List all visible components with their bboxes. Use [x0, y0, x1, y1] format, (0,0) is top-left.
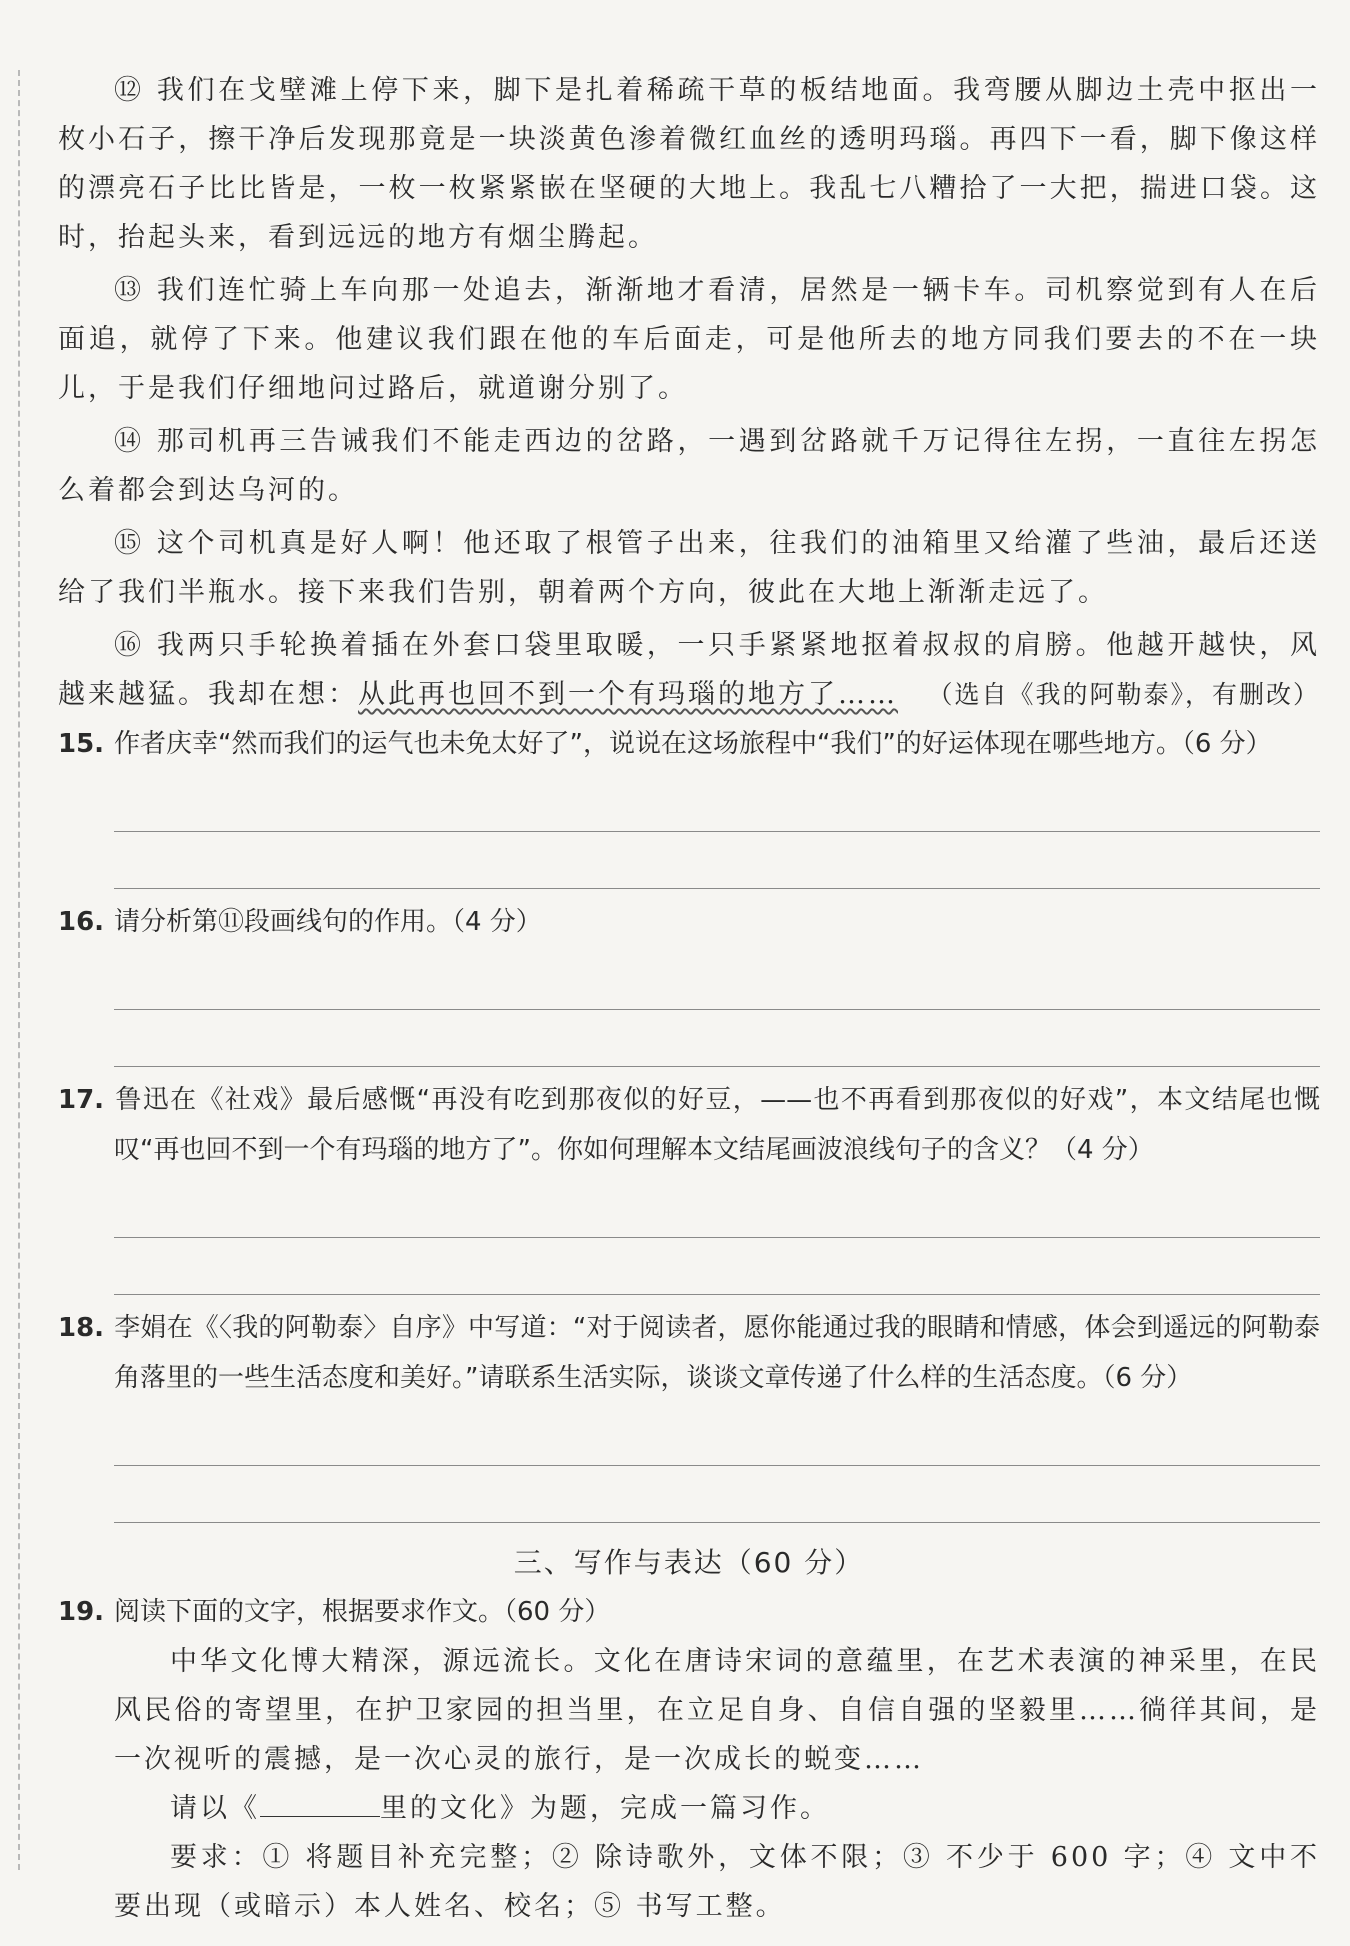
source-citation: （选自《我的阿勒泰》，有删改） — [927, 680, 1320, 709]
essay-requirements: 要求：① 将题目补充完整；② 除诗歌外，文体不限；③ 不少于 600 字；④ 文中不要出现（或暗示）本人姓名、校名；⑤ 书写工整。 — [114, 1842, 1320, 1922]
question-15 — [58, 719, 1320, 769]
answer-lines-18 — [114, 1409, 1320, 1523]
margin-dashed-line — [18, 70, 20, 1870]
answer-lines-15 — [114, 775, 1320, 889]
question-number: 16. — [58, 907, 105, 937]
essay-prompt — [58, 1637, 1320, 1931]
question-19 — [58, 1587, 1320, 1637]
answer-line[interactable] — [114, 775, 1320, 832]
question-text: 作者庆幸“然而我们的运气也未免太好了”，说说在这场旅程中“我们”的好运体现在哪些地方。（6 分） — [114, 729, 1272, 759]
title-prompt-after: 里的文化》为题，完成一篇习作。 — [380, 1793, 830, 1824]
question-text: 鲁迅在《社戏》最后感慨“再没有吃到那夜似的好豆，——也不再看到那夜似的好戏”，本文结尾也慨叹“再也回不到一个有玛瑙的地方了”。你如何理解本文结尾画波浪线句子的含义？（4 分） — [114, 1085, 1320, 1165]
exam-page — [58, 66, 1320, 1931]
question-number: 18. — [58, 1313, 105, 1343]
answer-line[interactable] — [114, 953, 1320, 1010]
answer-lines-16 — [114, 953, 1320, 1067]
answer-line[interactable] — [114, 1181, 1320, 1238]
question-text: 李娟在《〈我的阿勒泰〉自序》中写道：“对于阅读者，愿你能通过我的眼睛和情感，体会到遥远的阿勒泰角落里的一些生活态度和美好。”请联系生活实际，谈谈文章传递了什么样的生活态度。（6 分） — [114, 1313, 1320, 1393]
question-18 — [58, 1303, 1320, 1403]
paragraph-12: ⑫ 我们在戈壁滩上停下来，脚下是扎着稀疏干草的板结地面。我弯腰从脚边土壳中抠出一枚小石子，擦干净后发现那竟是一块淡黄色渗着微红血丝的透明玛瑙。再四下一看，脚下像这样的漂亮石子比比皆是，一枚一枚紧紧嵌在坚硬的大地上。我乱七八糟拾了一大把，揣进口袋。这时，抬起头来，看到远远的地方有烟尘腾起。 — [58, 75, 1320, 253]
paragraph-13: ⑬ 我们连忙骑上车向那一处追去，渐渐地才看清，居然是一辆卡车。司机察觉到有人在后面追，就停了下来。他建议我们跟在他的车后面走，可是他所去的地方同我们要去的不在一块儿，于是我们仔细地问过路后，就道谢分别了。 — [58, 275, 1320, 404]
essay-material: 中华文化博大精深，源远流长。文化在唐诗宋词的意蕴里，在艺术表演的神采里，在民风民俗的寄望里，在护卫家园的担当里，在立足自身、自信自强的坚毅里……徜徉其间，是一次视听的震撼，是一次心灵的旅行，是一次成长的蜕变…… — [114, 1646, 1320, 1775]
essay-title-prompt — [114, 1784, 1320, 1833]
question-number: 15. — [58, 729, 105, 759]
title-blank[interactable] — [260, 1790, 380, 1817]
title-prompt-before: 请以《 — [170, 1793, 260, 1824]
question-text: 请分析第⑪段画线句的作用。（4 分） — [114, 907, 542, 937]
answer-line[interactable] — [114, 1409, 1320, 1466]
question-number: 19. — [58, 1597, 105, 1627]
paragraph-15: ⑮ 这个司机真是好人啊！他还取了根管子出来，往我们的油箱里又给灌了些油，最后还送给了我们半瓶水。接下来我们告别，朝着两个方向，彼此在大地上渐渐走远了。 — [58, 528, 1320, 608]
answer-line[interactable] — [114, 832, 1320, 889]
answer-line[interactable] — [114, 1238, 1320, 1295]
section-title: 三、写作与表达（60 分） — [513, 1546, 865, 1579]
paragraph-14: ⑭ 那司机再三告诫我们不能走西边的岔路，一遇到岔路就千万记得往左拐，一直往左拐怎么着都会到达乌河的。 — [58, 426, 1320, 506]
paragraph-16-text: ⑯ 我两只手轮换着插在外套口袋里取暖，一只手紧紧地抠着叔叔的肩膀。他越开越快，风越来越猛。我却在想： — [58, 630, 1320, 710]
question-16 — [58, 897, 1320, 947]
wavy-underlined-sentence: 从此再也回不到一个有玛瑙的地方了…… — [358, 679, 898, 710]
answer-line[interactable] — [114, 1466, 1320, 1523]
question-17 — [58, 1075, 1320, 1175]
paragraph-16 — [58, 621, 1320, 719]
question-number: 17. — [58, 1085, 105, 1115]
question-text: 阅读下面的文字，根据要求作文。（60 分） — [114, 1597, 611, 1627]
answer-lines-17 — [114, 1181, 1320, 1295]
answer-line[interactable] — [114, 1010, 1320, 1067]
